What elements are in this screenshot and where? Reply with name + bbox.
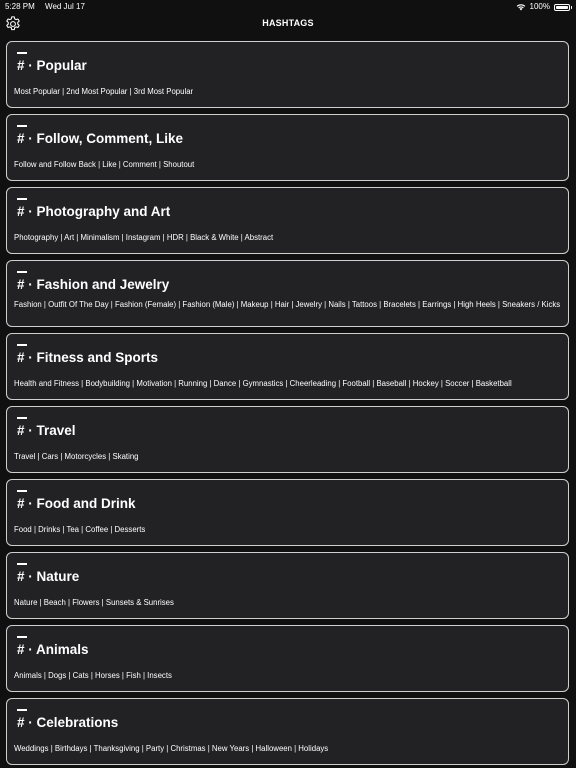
battery-level-fill [556,6,568,9]
category-title: # · Travel [17,423,76,438]
drag-handle-icon [17,52,27,54]
drag-handle-icon [17,636,27,638]
drag-handle-icon [17,344,27,346]
category-card[interactable] [6,698,569,765]
drag-handle-icon [17,271,27,273]
battery-percent: 100% [529,2,550,11]
category-hashtags: Most Popular | 2nd Most Popular | 3rd Most Popular [14,87,194,96]
status-date: Wed Jul 17 [45,2,85,11]
category-hashtags: Health and Fitness | Bodybuilding | Motivation | Running | Dance | Gymnastics | Cheerleading | Football | Baseball | Hockey | Soccer | Basketball [14,379,512,388]
status-time: 5:28 PM [5,2,35,11]
category-title: # · Food and Drink [17,496,136,511]
category-card[interactable] [6,260,569,327]
category-title: # · Fashion and Jewelry [17,277,170,292]
status-bar [0,0,576,14]
category-hashtags: Weddings | Birthdays | Thanksgiving | Party | Christmas | New Years | Halloween | Holidays [14,744,329,753]
category-hashtags: Nature | Beach | Flowers | Sunsets & Sunrises [14,598,174,607]
category-hashtags: Fashion | Outfit Of The Day | Fashion (Female) | Fashion (Male) | Makeup | Hair | Jewelry | Nails | Tattoos | Bracelets | Earrings | High Heels | Sneakers / Kicks [14,300,561,309]
category-card[interactable] [6,625,569,692]
drag-handle-icon [17,490,27,492]
page-title: HASHTAGS [262,18,314,28]
category-card[interactable] [6,333,569,400]
category-hashtags: Travel | Cars | Motorcycles | Skating [14,452,139,461]
category-hashtags: Food | Drinks | Tea | Coffee | Desserts [14,525,146,534]
wifi-icon [516,3,526,11]
drag-handle-icon [17,709,27,711]
category-card[interactable] [6,479,569,546]
status-left [5,0,93,14]
category-hashtags: Follow and Follow Back | Like | Comment | Shoutout [14,160,195,169]
category-hashtags: Photography | Art | Minimalism | Instagram | HDR | Black & White | Abstract [14,233,274,242]
category-title: # · Animals [17,642,89,657]
category-card[interactable] [6,41,569,108]
category-card[interactable] [6,552,569,619]
category-title: # · Photography and Art [17,204,171,219]
drag-handle-icon [17,563,27,565]
drag-handle-icon [17,198,27,200]
category-card[interactable] [6,406,569,473]
category-title: # · Popular [17,58,87,73]
nav-bar [0,14,576,38]
category-title: # · Follow, Comment, Like [17,131,184,146]
drag-handle-icon [17,125,27,127]
battery-icon [554,4,570,11]
category-title: # · Celebrations [17,715,119,730]
drag-handle-icon [17,417,27,419]
category-hashtags: Animals | Dogs | Cats | Horses | Fish | Insects [14,671,172,680]
status-right [516,0,570,14]
category-card[interactable] [6,114,569,181]
category-title: # · Fitness and Sports [17,350,159,365]
category-title: # · Nature [17,569,80,584]
category-card[interactable] [6,187,569,254]
